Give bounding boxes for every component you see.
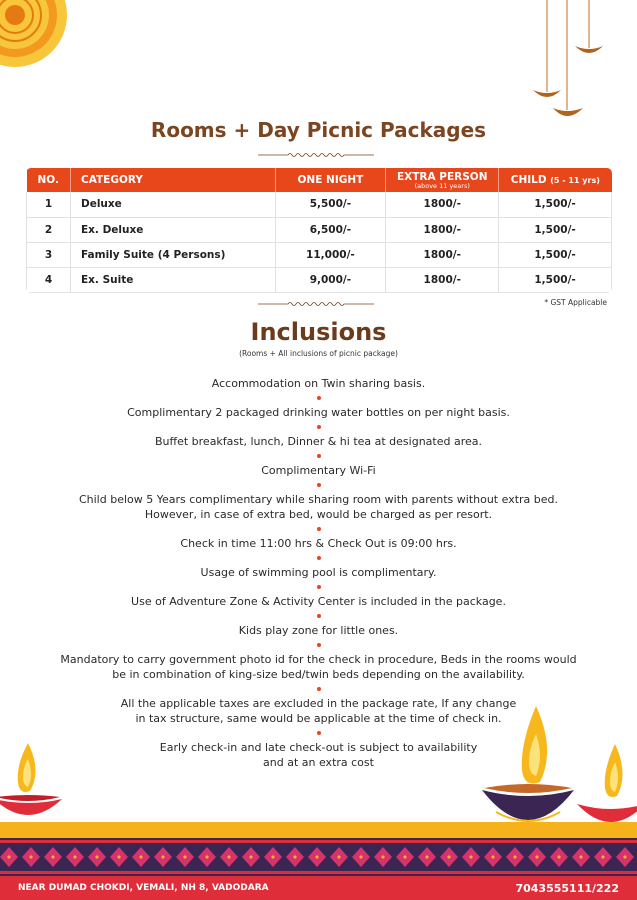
cell-child: 1,500/- <box>499 217 612 242</box>
table-row <box>27 267 612 292</box>
table-row <box>27 242 612 267</box>
table-header-row <box>27 168 612 192</box>
cell-no: 3 <box>27 242 71 267</box>
col-header-no: NO. <box>27 168 71 192</box>
col-header-extra-person <box>386 168 499 192</box>
bullet-dot <box>317 425 321 429</box>
cell-extra: 1800/- <box>386 267 499 292</box>
cell-extra: 1800/- <box>386 192 499 217</box>
cell-no: 1 <box>27 192 71 217</box>
list-item: Accommodation on Twin sharing basis. <box>211 377 426 390</box>
cell-one-night: 9,000/- <box>275 267 386 292</box>
cell-extra: 1800/- <box>386 242 499 267</box>
col-header-child <box>499 168 612 192</box>
table-row <box>27 192 612 217</box>
list-item: Usage of swimming pool is complimentary. <box>200 566 437 579</box>
inclusions-title: Inclusions <box>250 318 387 346</box>
list-item: Complimentary Wi-Fi <box>261 464 376 477</box>
bullet-dot <box>317 687 321 691</box>
list-item: Mandatory to carry government photo id for the check in procedure, Beds in the rooms would be in combination of king-size bed/twin beds depending on the availability. <box>60 653 577 681</box>
decorative-band-pattern <box>0 838 637 876</box>
cell-no: 4 <box>27 267 71 292</box>
list-item: Use of Adventure Zone & Activity Center is included in the package. <box>131 595 506 608</box>
cell-one-night: 11,000/- <box>275 242 386 267</box>
cell-extra: 1800/- <box>386 217 499 242</box>
footer-address: NEAR DUMAD CHOKDI, VEMALI, NH 8, VADODARA <box>18 883 269 893</box>
extra-person-sublabel: (above 11 years) <box>414 181 470 190</box>
inclusions-subtitle: (Rooms + All inclusions of picnic package) <box>239 349 398 358</box>
bullet-dot <box>317 585 321 589</box>
child-sublabel: (5 - 11 yrs) <box>550 176 600 185</box>
bullet-dot <box>317 614 321 618</box>
child-label: CHILD <box>510 174 547 186</box>
bullet-dot <box>317 556 321 560</box>
decorative-band-yellow <box>0 822 637 838</box>
cell-no: 2 <box>27 217 71 242</box>
footer-phone[interactable]: 7043555111/222 <box>515 881 619 895</box>
table-row <box>27 217 612 242</box>
cell-child: 1,500/- <box>499 242 612 267</box>
list-item: Child below 5 Years complimentary while sharing room with parents without extra bed. However, in case of extra bed, would be charged as per resort. <box>78 493 559 521</box>
col-header-one-night: ONE NIGHT <box>275 168 386 192</box>
extra-person-label: EXTRA PERSON <box>396 170 488 183</box>
list-item: Complimentary 2 packaged drinking water bottles on per night basis. <box>127 406 510 419</box>
cell-child: 1,500/- <box>499 192 612 217</box>
bullet-dot <box>317 396 321 400</box>
cell-category: Ex. Suite <box>70 267 275 292</box>
diya-lamp-icon <box>0 735 65 835</box>
bullet-dot <box>317 527 321 531</box>
list-item: All the applicable taxes are excluded in the package rate, If any change in tax structure, same would be applicable at the time of check in. <box>120 697 517 725</box>
cell-one-night: 5,500/- <box>275 192 386 217</box>
list-item: Kids play zone for little ones. <box>238 624 399 637</box>
cell-child: 1,500/- <box>499 267 612 292</box>
packages-table <box>26 168 612 293</box>
col-header-category: CATEGORY <box>70 168 275 192</box>
list-item: Early check-in and late check-out is subject to availability and at an extra cost <box>159 741 478 769</box>
hanging-lamps-decoration <box>527 0 607 130</box>
cell-category: Family Suite (4 Persons) <box>70 242 275 267</box>
diya-lamp-icon <box>478 700 578 840</box>
bullet-dot <box>317 731 321 735</box>
cell-category: Ex. Deluxe <box>70 217 275 242</box>
list-item: Check in time 11:00 hrs & Check Out is 09:00 hrs. <box>180 537 457 550</box>
bullet-dot <box>317 483 321 487</box>
cell-one-night: 6,500/- <box>275 217 386 242</box>
bullet-dot <box>317 643 321 647</box>
table-divider <box>258 300 374 308</box>
footer-bar <box>0 876 637 900</box>
bullet-dot <box>317 454 321 458</box>
cell-category: Deluxe <box>70 192 275 217</box>
page-title: Rooms + Day Picnic Packages <box>150 118 487 142</box>
gst-note: * GST Applicable <box>544 298 607 307</box>
mandala-decoration <box>0 0 70 70</box>
list-item: Buffet breakfast, lunch, Dinner & hi tea at designated area. <box>154 435 483 448</box>
title-divider <box>258 151 374 159</box>
